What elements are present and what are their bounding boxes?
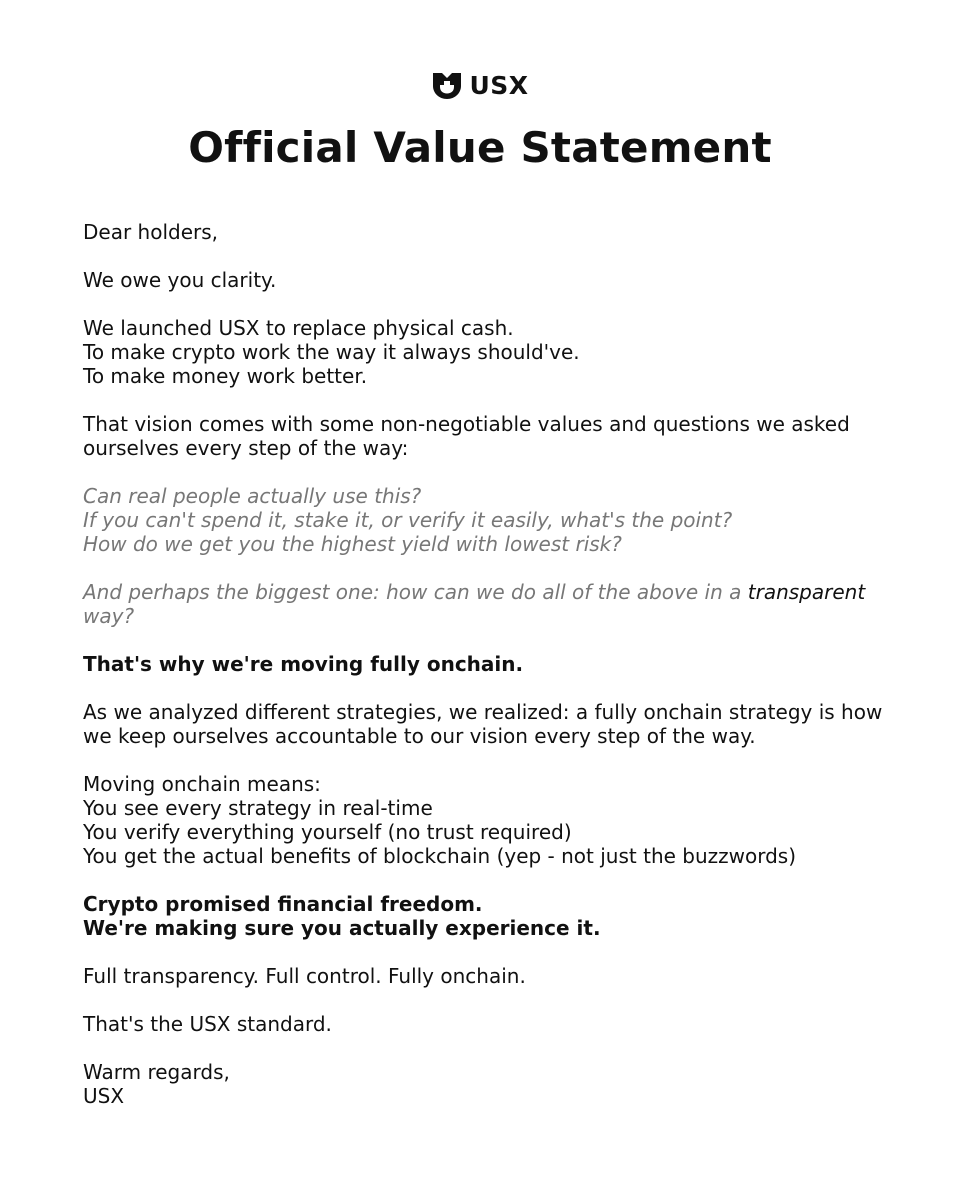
means-line: You verify everything yourself (no trust required): [83, 820, 572, 844]
biggest-question-end: way?: [83, 604, 135, 628]
biggest-question-line: [83, 580, 883, 604]
biggest-question-text: And perhaps the biggest one: how can we do all of the above in a: [83, 580, 748, 604]
greeting: [83, 220, 883, 244]
usx-logo: [0, 68, 960, 104]
headline-paragraph: [83, 652, 883, 676]
sign-off: [83, 1060, 883, 1108]
standard-paragraph: [83, 1012, 883, 1036]
biggest-question-paragraph: [83, 580, 883, 628]
transparent-emphasis: transparent: [747, 580, 866, 604]
intro-paragraph: [83, 268, 883, 292]
greeting-text: Dear holders,: [83, 220, 219, 244]
launch-line: To make money work better.: [83, 364, 368, 388]
means-paragraph: [83, 772, 883, 868]
analysis-text: As we analyzed different strategies, we realized: a fully onchain strategy is how we keep ourselves accountable to our vision every step of the way.: [83, 700, 883, 748]
promise-paragraph: [83, 892, 883, 940]
vision-text: That vision comes with some non-negotiable values and questions we asked ourselves every step of the way:: [83, 412, 850, 460]
launch-line: To make crypto work the way it always should've.: [83, 340, 580, 364]
tagline-text: Full transparency. Full control. Fully onchain.: [83, 964, 526, 988]
promise-line: Crypto promised financial freedom.: [83, 892, 483, 916]
closing-text: Warm regards,: [83, 1060, 230, 1084]
page-title: Official Value Statement: [188, 123, 772, 172]
means-line: Moving onchain means:: [83, 772, 321, 796]
usx-shield-icon: [431, 70, 463, 102]
means-line: You see every strategy in real-time: [83, 796, 433, 820]
logo-text: USX: [469, 71, 529, 100]
promise-line: We're making sure you actually experience it.: [83, 916, 601, 940]
means-line: You get the actual benefits of blockchain (yep - not just the buzzwords): [83, 844, 797, 868]
standard-text: That's the USX standard.: [83, 1012, 332, 1036]
intro-text: We owe you clarity.: [83, 268, 277, 292]
launch-paragraph: [83, 316, 883, 388]
letter-body: [83, 220, 883, 1132]
signature-text: USX: [83, 1084, 125, 1108]
question-line: Can real people actually use this?: [83, 484, 422, 508]
questions-paragraph: [83, 484, 883, 556]
question-line: How do we get you the highest yield with lowest risk?: [83, 532, 622, 556]
headline-text: That's why we're moving fully onchain.: [83, 652, 524, 676]
vision-paragraph: [83, 412, 883, 460]
launch-line: We launched USX to replace physical cash.: [83, 316, 514, 340]
analysis-paragraph: [83, 700, 883, 748]
tagline-paragraph: [83, 964, 883, 988]
question-line: If you can't spend it, stake it, or verify it easily, what's the point?: [83, 508, 733, 532]
